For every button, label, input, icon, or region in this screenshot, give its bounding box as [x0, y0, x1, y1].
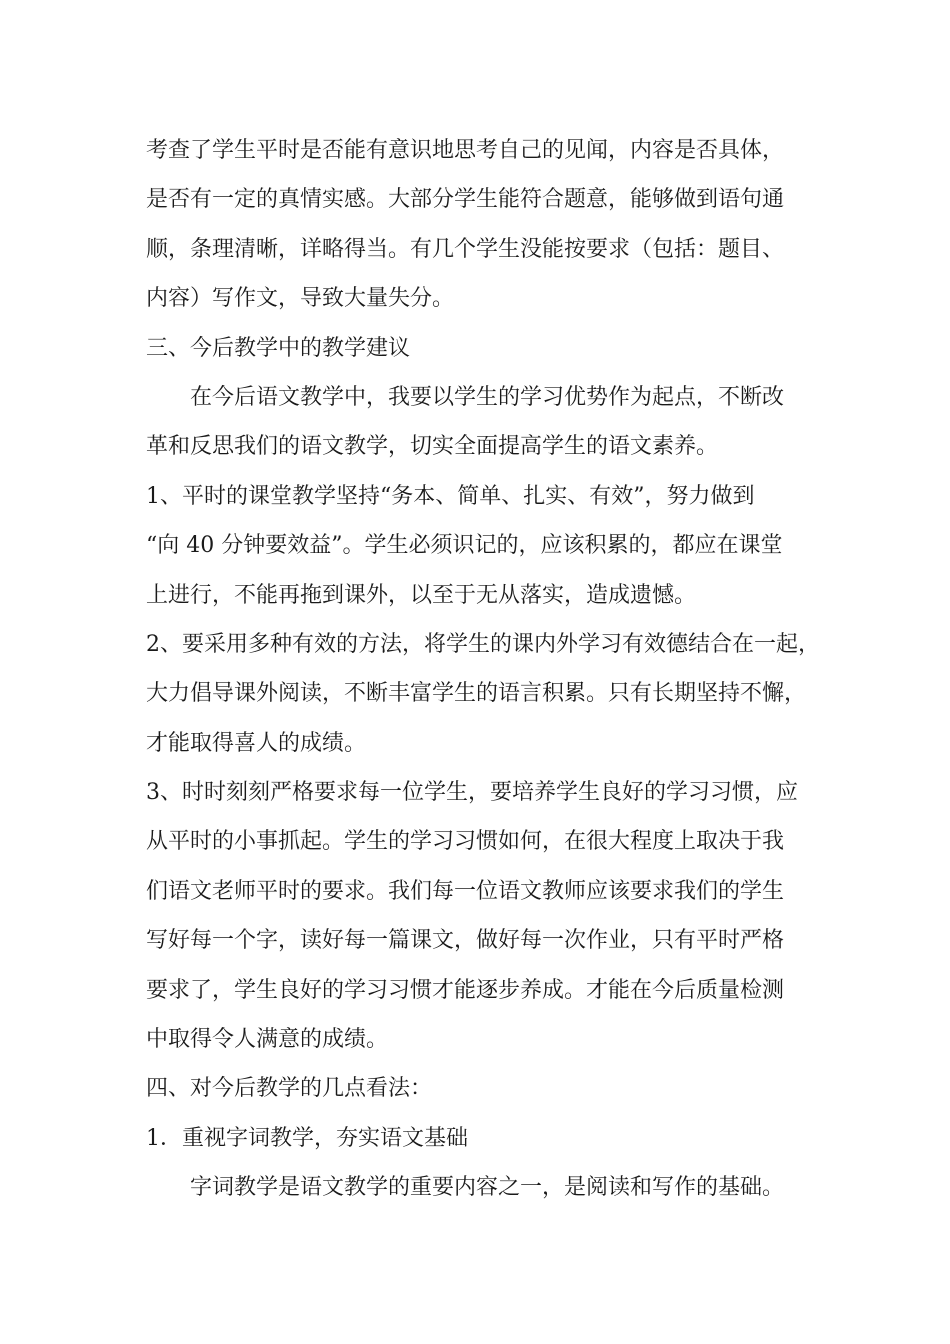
- body-line-4: 内容）写作文，导致大量失分。: [146, 286, 455, 312]
- document-body: [146, 126, 836, 1213]
- body-line-22: 字词教学是语文教学的重要内容之一，是阅读和写作的基础。: [190, 1175, 785, 1201]
- body-line-6: 在今后语文教学中，我要以学生的学习优势作为起点，不断改: [190, 384, 785, 410]
- body-line-3: 顺，条理清晰，详略得当。有几个学生没能按要求（包括：题目、: [146, 236, 785, 262]
- list-item-2-line-1: 2、要采用多种有效的方法，将学生的课内外学习有效德结合在一起，: [146, 631, 820, 657]
- section-heading-3: 三、今后教学中的教学建议: [146, 335, 411, 361]
- list-item-3-line-5: 要求了，学生良好的学习习惯才能逐步养成。才能在今后质量检测: [146, 977, 785, 1003]
- list-item-1-line-2: “向 40 分钟要效益”。学生必须识记的，应该积累的，都应在课堂: [146, 533, 783, 559]
- section-heading-4: 四、对今后教学的几点看法：: [146, 1076, 433, 1102]
- list-item-2-line-2: 大力倡导课外阅读，不断丰富学生的语言积累。只有长期坚持不懈，: [146, 681, 807, 707]
- list-item-3-line-4: 写好每一个字，读好每一篇课文，做好每一次作业，只有平时严格: [146, 928, 785, 954]
- body-line-7: 革和反思我们的语文教学，切实全面提高学生的语文素养。: [146, 434, 719, 460]
- subheading-1: 1．重视字词教学，夯实语文基础: [146, 1125, 468, 1151]
- list-item-3-line-1: 3、时时刻刻严格要求每一位学生，要培养学生良好的学习习惯，应: [146, 780, 798, 806]
- list-item-3-line-3: 们语文老师平时的要求。我们每一位语文教师应该要求我们的学生: [146, 878, 785, 904]
- list-item-2-line-3: 才能取得喜人的成绩。: [146, 730, 367, 756]
- list-item-1-line-3: 上进行，不能再拖到课外，以至于无从落实，造成遗憾。: [146, 582, 697, 608]
- list-item-1-line-1: 1、平时的课堂教学坚持“务本、简单、扎实、有效”，努力做到: [146, 483, 755, 509]
- list-item-3-line-6: 中取得令人满意的成绩。: [146, 1027, 389, 1053]
- body-line-1: 考查了学生平时是否能有意识地思考自己的见闻，内容是否具体，: [146, 138, 785, 163]
- body-line-2: 是否有一定的真情实感。大部分学生能符合题意，能够做到语句通: [146, 187, 785, 213]
- list-item-3-line-2: 从平时的小事抓起。学生的学习习惯如何，在很大程度上取决于我: [146, 829, 785, 855]
